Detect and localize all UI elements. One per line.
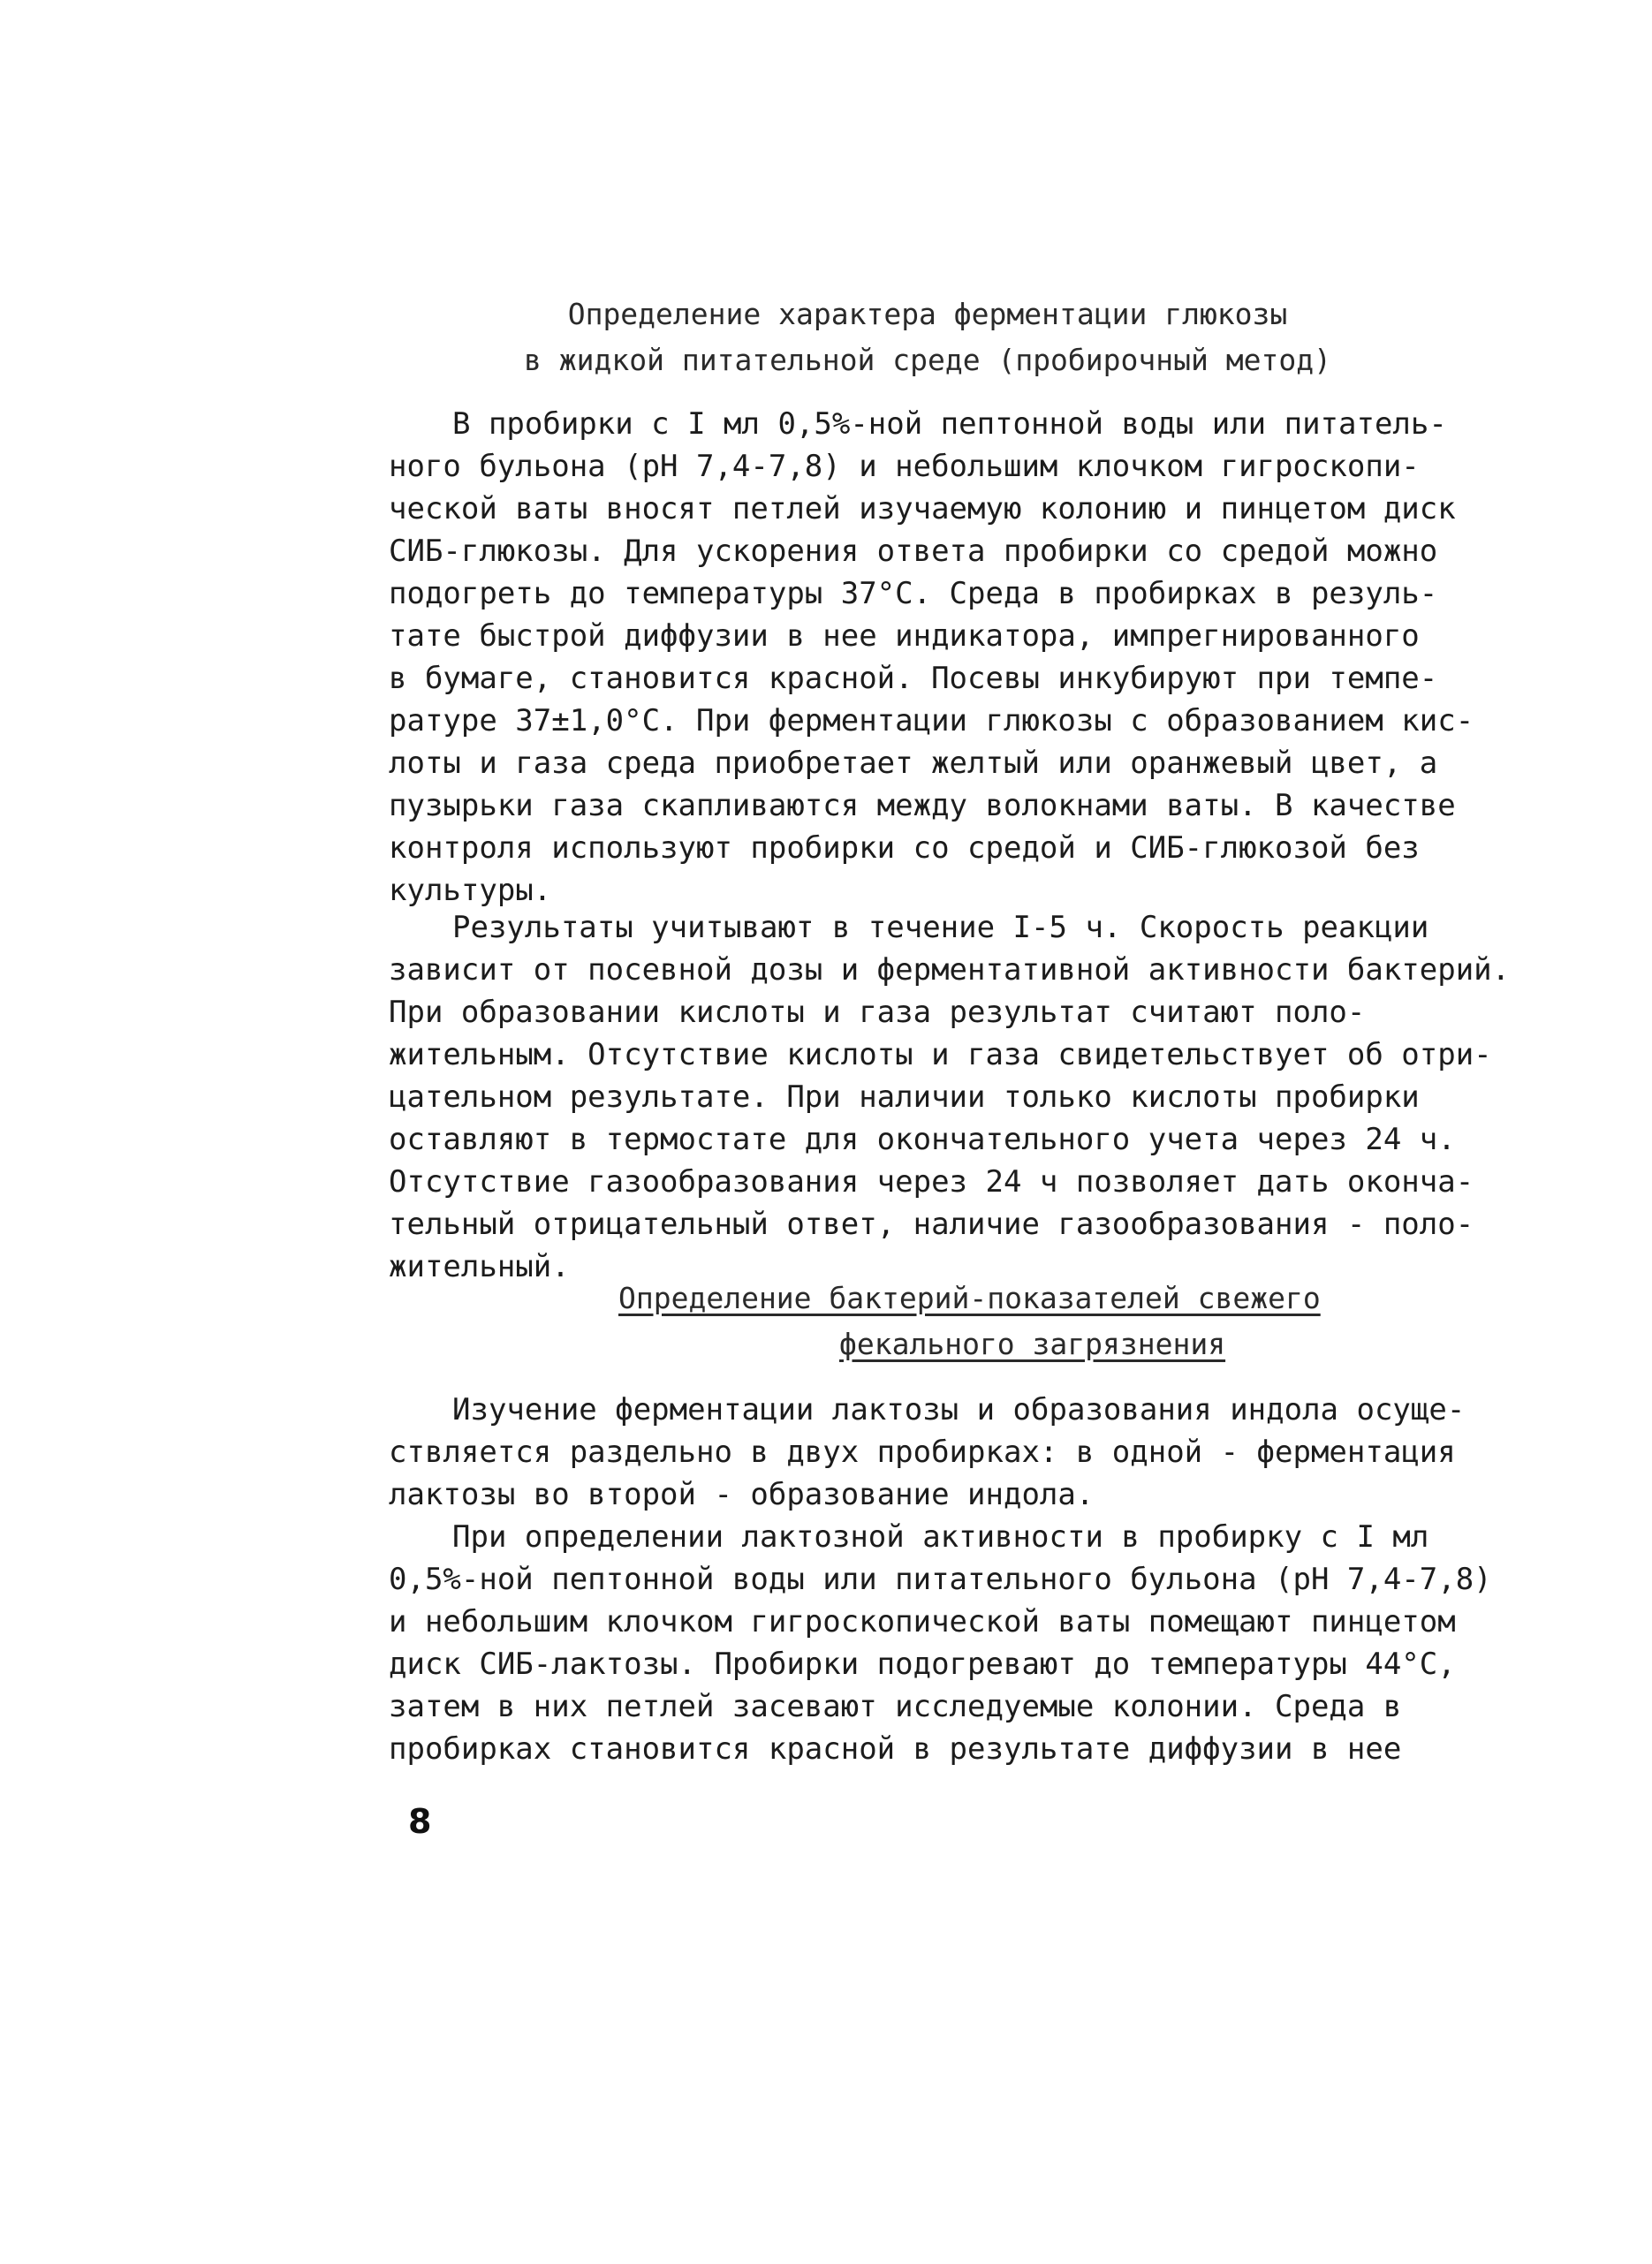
text-line: в бумаге, становится красной. Посевы инкубируют при темпе- xyxy=(389,661,1438,696)
title-line: Определение бактерий-показателей свежего xyxy=(618,1281,1321,1315)
page-number: 8 xyxy=(408,1802,432,1841)
text-line: и небольшим клочком гигроскопической ваты помещают пинцетом xyxy=(389,1604,1456,1639)
text-line: При определении лактозной активности в пробирку с I мл xyxy=(452,1519,1429,1555)
text-line: СИБ-глюкозы. Для ускорения ответа пробирки со средой можно xyxy=(389,534,1438,569)
text-line: 0,5%-ной пептонной воды или питательного бульона (рН 7,4-7,8) xyxy=(389,1562,1492,1597)
text-line: ствляется раздельно в двух пробирках: в одной - ферментация xyxy=(389,1435,1456,1470)
text-line: лактозы во второй - образование индола. xyxy=(389,1477,1095,1512)
title-line: Определение характера ферментации глюкозы xyxy=(567,297,1288,331)
text-line: Изучение ферментации лактозы и образования индола осуще- xyxy=(452,1392,1466,1427)
text-line: оставляют в термостате для окончательного учета через 24 ч. xyxy=(389,1122,1456,1157)
paragraph-glucose-method xyxy=(389,403,1484,912)
text-line: затем в них петлей засевают исследуемые колонии. Среда в xyxy=(389,1689,1402,1724)
title-line: в жидкой питательной среде (пробирочный метод) xyxy=(524,343,1331,377)
text-line: ратуре 37±1,0°С. При ферментации глюкозы с образованием кис- xyxy=(389,703,1474,738)
text-line: жительным. Отсутствие кислоты и газа свидетельствует об отри- xyxy=(389,1037,1492,1072)
text-line: тельный отрицательный ответ, наличие газообразования - поло- xyxy=(389,1207,1474,1242)
title-line: фекального загрязнения xyxy=(839,1327,1226,1361)
paragraph-lactose-activity xyxy=(389,1516,1492,1770)
text-line: ческой ваты вносят петлей изучаемую колонию и пинцетом диск xyxy=(389,491,1456,526)
section-title-glucose xyxy=(495,292,1360,383)
text-line: контроля используют пробирки со средой и СИБ-глюкозой без xyxy=(389,830,1420,866)
text-line: пузырьки газа скапливаются между волокнами ваты. В качестве xyxy=(389,788,1456,823)
text-line: Результаты учитывают в течение I-5 ч. Скорость реакции xyxy=(452,910,1429,945)
text-line: диск СИБ-лактозы. Пробирки подогревают до температуры 44°С, xyxy=(389,1647,1456,1682)
text-line: цательном результате. При наличии только кислоты пробирки xyxy=(389,1079,1420,1115)
text-line: пробирках становится красной в результате диффузии в нее xyxy=(389,1731,1402,1767)
text-line: ного бульона (рН 7,4-7,8) и небольшим клочком гигроскопи- xyxy=(389,449,1420,484)
text-line: Отсутствие газообразования через 24 ч позволяет дать оконча- xyxy=(389,1164,1474,1200)
text-line: жительный. xyxy=(389,1249,570,1284)
text-line: зависит от посевной дозы и ферментативной активности бактерий. xyxy=(389,952,1511,988)
paragraph-lactose-indole xyxy=(389,1389,1484,1516)
text-line: тате быстрой диффузии в нее индикатора, импрегнированного xyxy=(389,618,1420,654)
text-line: лоты и газа среда приобретает желтый или оранжевый цвет, а xyxy=(389,746,1438,781)
text-line: В пробирки с I мл 0,5%-ной пептонной воды или питатель- xyxy=(452,406,1447,442)
text-line: культуры. xyxy=(389,873,552,908)
paragraph-results xyxy=(389,906,1511,1288)
text-line: При образовании кислоты и газа результат считают поло- xyxy=(389,995,1366,1030)
section-title-fecal xyxy=(618,1276,1396,1367)
text-line: подогреть до температуры 37°С. Среда в пробирках в резуль- xyxy=(389,576,1438,611)
